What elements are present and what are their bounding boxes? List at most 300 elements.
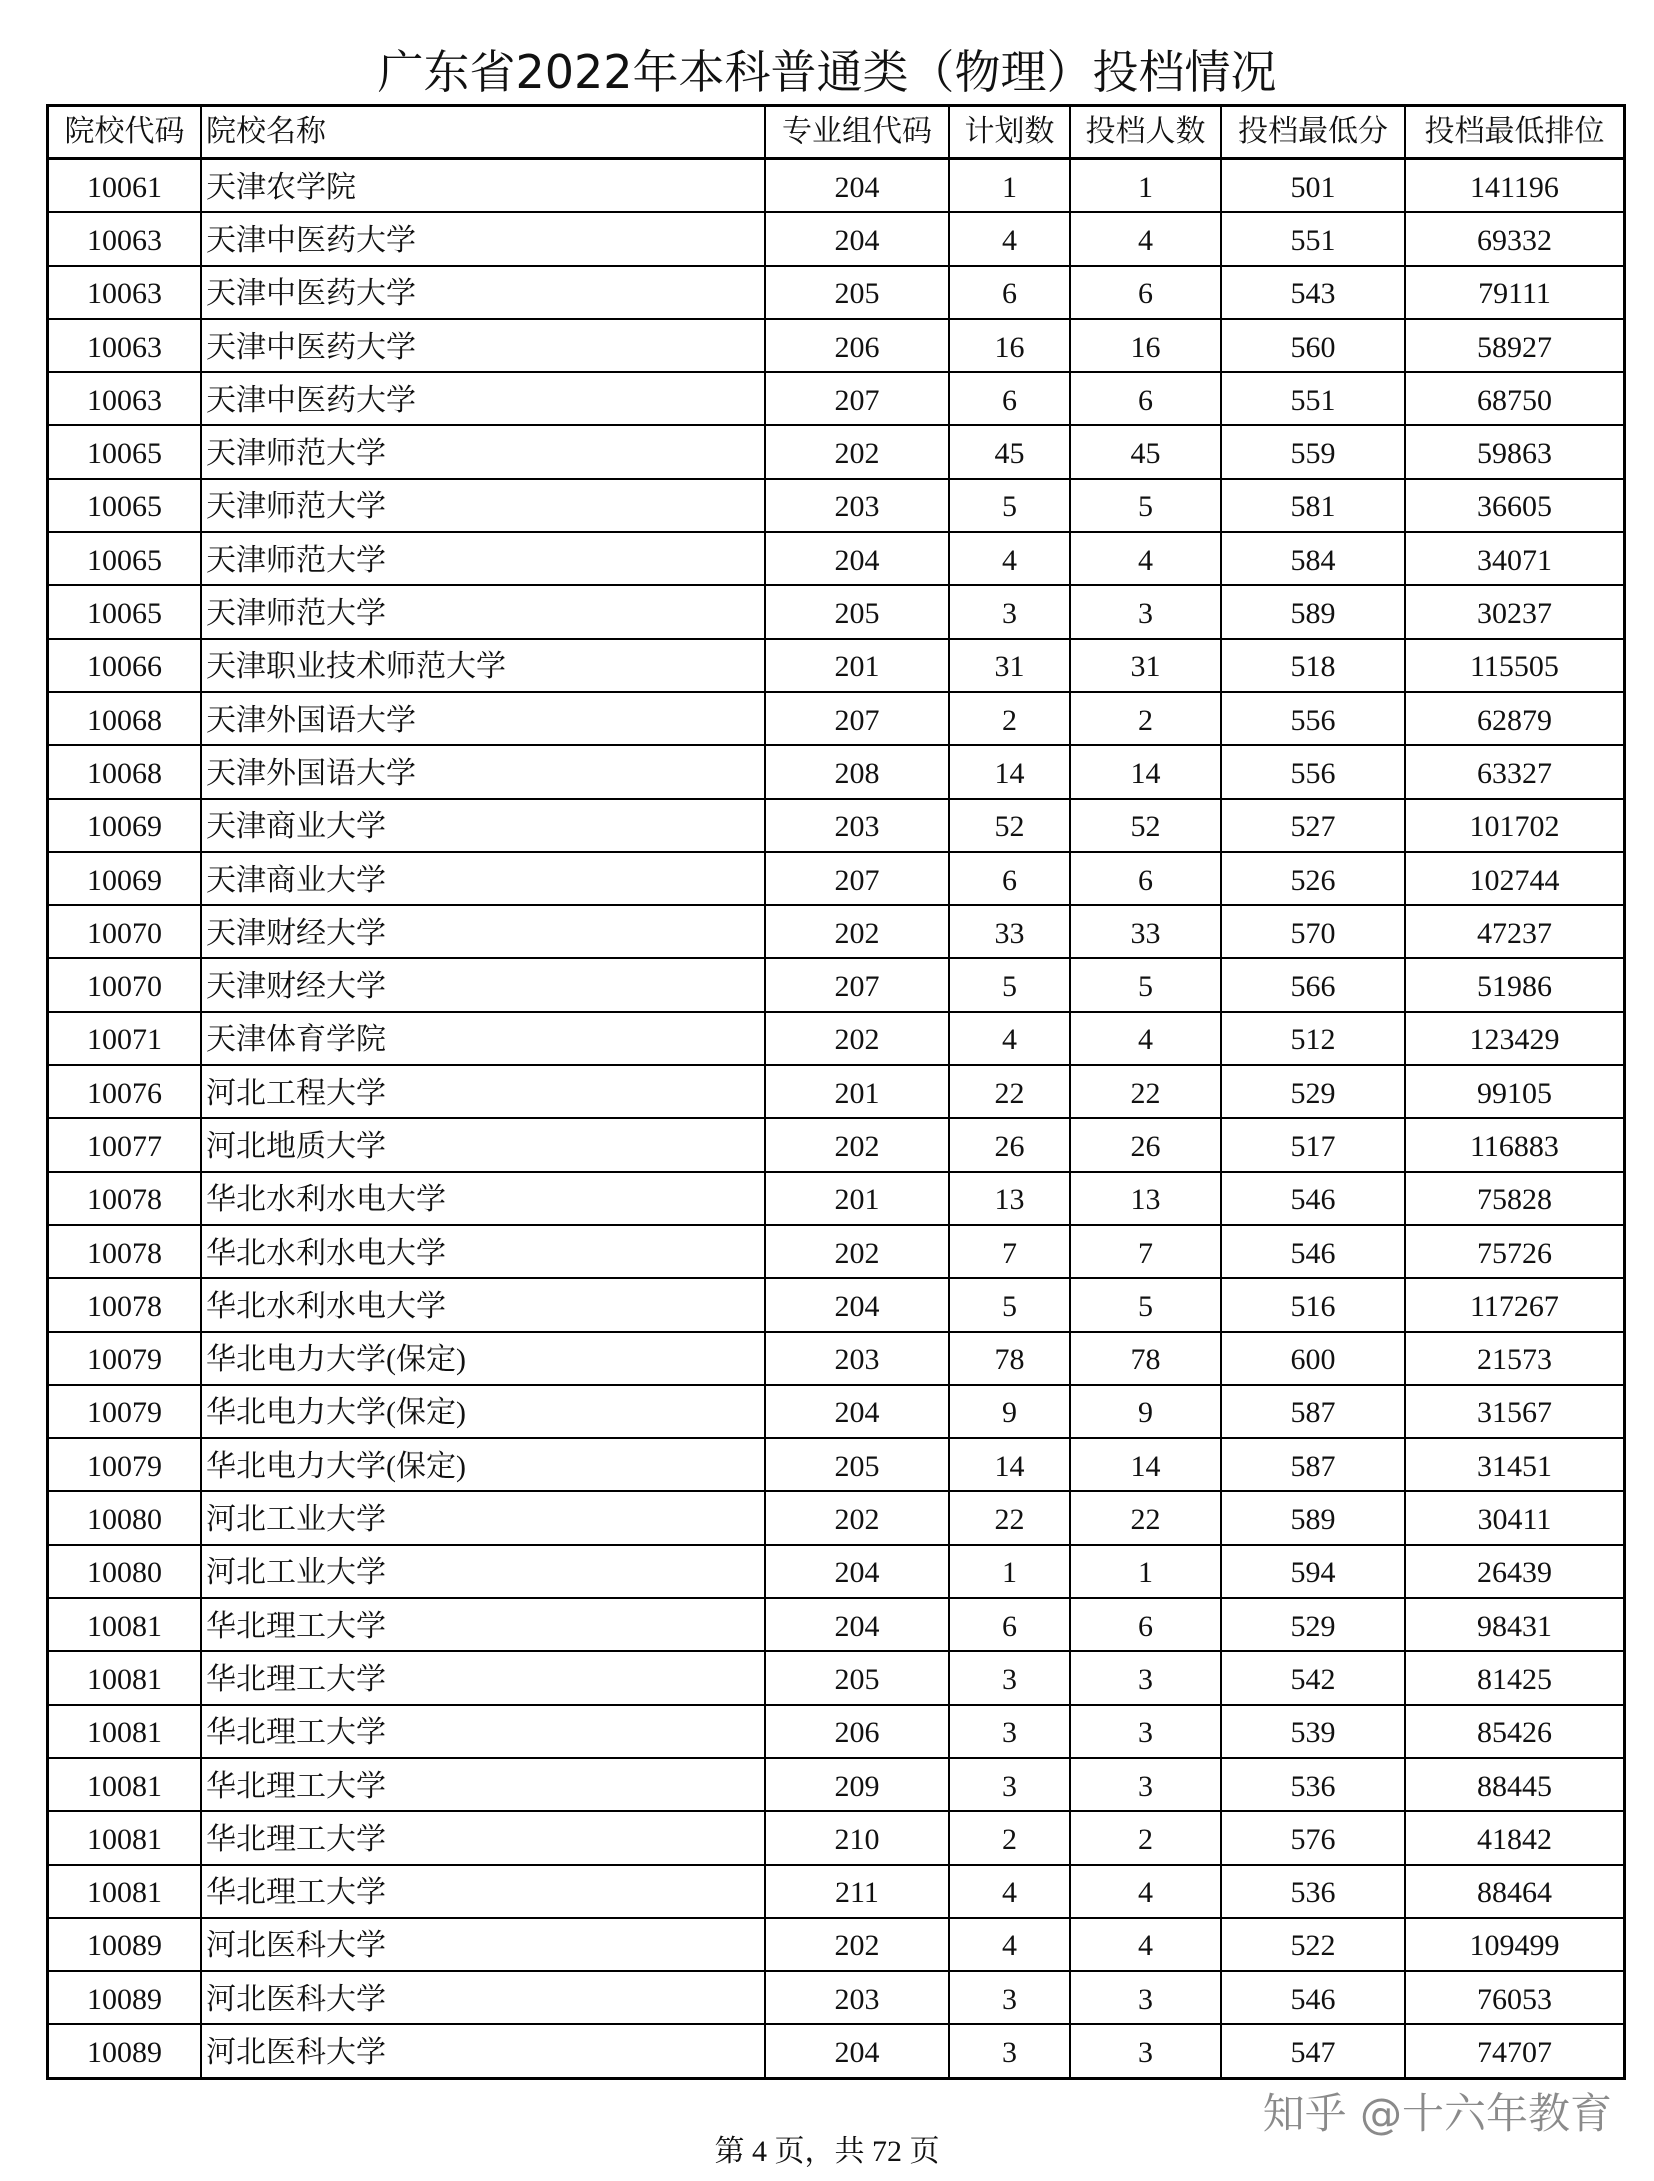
cell-admitted: 4 [1070,1918,1221,1971]
cell-plan: 5 [949,958,1070,1011]
cell-plan: 6 [949,266,1070,319]
cell-group: 205 [765,1651,949,1704]
table-row [48,425,1625,478]
cell-admitted: 5 [1070,1278,1221,1331]
cell-code: 10089 [48,1918,202,1971]
cell-min-rank: 123429 [1405,1012,1625,1065]
cell-admitted: 14 [1070,745,1221,798]
cell-name: 华北水利水电大学 [201,1225,765,1278]
cell-admitted: 14 [1070,1438,1221,1491]
cell-min-rank: 99105 [1405,1065,1625,1118]
table-row [48,799,1625,852]
cell-plan: 6 [949,852,1070,905]
cell-plan: 2 [949,1811,1070,1864]
cell-min-rank: 47237 [1405,905,1625,958]
cell-min-score: 517 [1221,1118,1405,1171]
cell-group: 202 [765,1118,949,1171]
cell-name: 天津中医药大学 [201,372,765,425]
cell-admitted: 1 [1070,1545,1221,1598]
cell-group: 210 [765,1811,949,1864]
cell-code: 10077 [48,1118,202,1171]
cell-admitted: 3 [1070,2024,1221,2078]
cell-code: 10081 [48,1811,202,1864]
cell-min-rank: 51986 [1405,958,1625,1011]
cell-plan: 3 [949,1758,1070,1811]
table-row [48,1278,1625,1331]
cell-code: 10065 [48,479,202,532]
cell-min-rank: 59863 [1405,425,1625,478]
table-row [48,1758,1625,1811]
cell-group: 201 [765,1172,949,1225]
cell-plan: 22 [949,1065,1070,1118]
cell-group: 207 [765,372,949,425]
cell-admitted: 6 [1070,266,1221,319]
table-row [48,372,1625,425]
cell-code: 10063 [48,212,202,265]
table-row [48,1651,1625,1704]
admission-table [46,104,1626,2080]
cell-group: 202 [765,1012,949,1065]
cell-name: 天津商业大学 [201,852,765,905]
cell-admitted: 4 [1070,1865,1221,1918]
cell-min-score: 581 [1221,479,1405,532]
cell-admitted: 7 [1070,1225,1221,1278]
cell-min-rank: 88464 [1405,1865,1625,1918]
cell-min-rank: 30237 [1405,585,1625,638]
table-row [48,1918,1625,1971]
cell-min-score: 584 [1221,532,1405,585]
cell-plan: 31 [949,639,1070,692]
cell-name: 河北地质大学 [201,1118,765,1171]
cell-min-rank: 79111 [1405,266,1625,319]
cell-plan: 6 [949,372,1070,425]
cell-min-score: 559 [1221,425,1405,478]
cell-code: 10063 [48,319,202,372]
cell-group: 202 [765,1491,949,1544]
cell-plan: 4 [949,532,1070,585]
cell-group: 204 [765,1278,949,1331]
cell-min-score: 522 [1221,1918,1405,1971]
column-header-plan: 计划数 [949,106,1070,159]
column-header-group: 专业组代码 [765,106,949,159]
cell-min-score: 551 [1221,212,1405,265]
cell-code: 10079 [48,1385,202,1438]
cell-code: 10081 [48,1651,202,1704]
table-row [48,1811,1625,1864]
cell-min-rank: 81425 [1405,1651,1625,1704]
cell-plan: 3 [949,585,1070,638]
cell-group: 203 [765,1332,949,1385]
cell-plan: 22 [949,1491,1070,1544]
cell-min-score: 589 [1221,585,1405,638]
cell-name: 华北电力大学(保定) [201,1332,765,1385]
cell-name: 天津师范大学 [201,585,765,638]
cell-group: 204 [765,159,949,213]
table-row [48,159,1625,213]
cell-group: 204 [765,212,949,265]
cell-min-rank: 58927 [1405,319,1625,372]
cell-group: 201 [765,639,949,692]
table-row [48,1012,1625,1065]
cell-min-rank: 21573 [1405,1332,1625,1385]
cell-min-rank: 31567 [1405,1385,1625,1438]
table-row [48,852,1625,905]
cell-group: 205 [765,1438,949,1491]
cell-name: 华北理工大学 [201,1705,765,1758]
cell-min-score: 529 [1221,1065,1405,1118]
cell-group: 211 [765,1865,949,1918]
cell-min-rank: 88445 [1405,1758,1625,1811]
cell-code: 10080 [48,1491,202,1544]
cell-min-score: 501 [1221,159,1405,213]
cell-group: 203 [765,479,949,532]
cell-code: 10065 [48,425,202,478]
cell-name: 河北工业大学 [201,1491,765,1544]
cell-min-score: 594 [1221,1545,1405,1598]
cell-plan: 3 [949,1971,1070,2024]
cell-plan: 2 [949,692,1070,745]
cell-admitted: 4 [1070,532,1221,585]
cell-name: 天津体育学院 [201,1012,765,1065]
cell-code: 10063 [48,372,202,425]
cell-code: 10065 [48,585,202,638]
cell-name: 河北工业大学 [201,1545,765,1598]
cell-min-score: 542 [1221,1651,1405,1704]
cell-min-rank: 102744 [1405,852,1625,905]
cell-plan: 4 [949,1865,1070,1918]
cell-group: 204 [765,532,949,585]
table-row [48,1065,1625,1118]
page-footer: 第 4 页，共 72 页 [714,2135,940,2168]
cell-min-score: 526 [1221,852,1405,905]
table-row [48,319,1625,372]
cell-min-rank: 141196 [1405,159,1625,213]
cell-group: 203 [765,1971,949,2024]
table-row [48,1438,1625,1491]
cell-min-rank: 63327 [1405,745,1625,798]
cell-name: 华北电力大学(保定) [201,1385,765,1438]
cell-code: 10089 [48,1971,202,2024]
cell-name: 天津外国语大学 [201,745,765,798]
cell-min-score: 566 [1221,958,1405,1011]
cell-min-score: 546 [1221,1172,1405,1225]
cell-admitted: 3 [1070,1705,1221,1758]
cell-admitted: 33 [1070,905,1221,958]
column-header-admitted: 投档人数 [1070,106,1221,159]
cell-code: 10079 [48,1332,202,1385]
table-row [48,692,1625,745]
table-row [48,2024,1625,2078]
cell-code: 10068 [48,692,202,745]
cell-code: 10076 [48,1065,202,1118]
cell-plan: 4 [949,1918,1070,1971]
cell-admitted: 6 [1070,1598,1221,1651]
table-row [48,1332,1625,1385]
column-header-code: 院校代码 [48,106,202,159]
cell-min-rank: 116883 [1405,1118,1625,1171]
cell-group: 202 [765,905,949,958]
cell-group: 201 [765,1065,949,1118]
table-row [48,1545,1625,1598]
cell-name: 河北医科大学 [201,2024,765,2078]
cell-admitted: 22 [1070,1491,1221,1544]
cell-plan: 33 [949,905,1070,958]
cell-code: 10081 [48,1705,202,1758]
cell-plan: 4 [949,1012,1070,1065]
cell-min-score: 543 [1221,266,1405,319]
cell-group: 204 [765,1598,949,1651]
cell-min-score: 512 [1221,1012,1405,1065]
cell-code: 10063 [48,266,202,319]
cell-min-rank: 115505 [1405,639,1625,692]
cell-code: 10081 [48,1758,202,1811]
cell-min-score: 546 [1221,1971,1405,2024]
cell-min-score: 556 [1221,745,1405,798]
cell-code: 10079 [48,1438,202,1491]
cell-name: 天津师范大学 [201,425,765,478]
cell-code: 10081 [48,1865,202,1918]
cell-min-rank: 26439 [1405,1545,1625,1598]
cell-min-score: 518 [1221,639,1405,692]
cell-plan: 3 [949,1651,1070,1704]
table-row [48,266,1625,319]
cell-name: 华北理工大学 [201,1651,765,1704]
column-header-min-rank: 投档最低排位 [1405,106,1625,159]
table-body [48,159,1625,2079]
table-row [48,585,1625,638]
cell-plan: 9 [949,1385,1070,1438]
cell-plan: 78 [949,1332,1070,1385]
table-row [48,479,1625,532]
cell-code: 10070 [48,958,202,1011]
cell-group: 202 [765,425,949,478]
cell-min-score: 536 [1221,1758,1405,1811]
cell-plan: 5 [949,479,1070,532]
cell-min-rank: 117267 [1405,1278,1625,1331]
cell-plan: 16 [949,319,1070,372]
cell-min-score: 570 [1221,905,1405,958]
cell-admitted: 52 [1070,799,1221,852]
cell-group: 206 [765,319,949,372]
cell-code: 10069 [48,852,202,905]
cell-group: 202 [765,1918,949,1971]
cell-admitted: 45 [1070,425,1221,478]
column-header-min-score: 投档最低分 [1221,106,1405,159]
cell-min-score: 527 [1221,799,1405,852]
table-row [48,212,1625,265]
cell-name: 天津师范大学 [201,532,765,585]
table-row [48,958,1625,1011]
cell-plan: 45 [949,425,1070,478]
cell-name: 天津中医药大学 [201,319,765,372]
cell-min-score: 587 [1221,1438,1405,1491]
cell-plan: 1 [949,159,1070,213]
cell-group: 209 [765,1758,949,1811]
cell-name: 天津财经大学 [201,905,765,958]
cell-name: 华北理工大学 [201,1811,765,1864]
cell-code: 10078 [48,1225,202,1278]
cell-min-score: 589 [1221,1491,1405,1544]
cell-min-score: 587 [1221,1385,1405,1438]
cell-min-score: 576 [1221,1811,1405,1864]
cell-plan: 3 [949,2024,1070,2078]
cell-name: 河北医科大学 [201,1971,765,2024]
cell-min-score: 539 [1221,1705,1405,1758]
cell-min-rank: 101702 [1405,799,1625,852]
cell-admitted: 3 [1070,585,1221,638]
table-row [48,1385,1625,1438]
cell-min-rank: 68750 [1405,372,1625,425]
cell-plan: 6 [949,1598,1070,1651]
cell-min-score: 547 [1221,2024,1405,2078]
cell-min-rank: 75828 [1405,1172,1625,1225]
cell-code: 10080 [48,1545,202,1598]
cell-min-rank: 109499 [1405,1918,1625,1971]
cell-name: 天津中医药大学 [201,212,765,265]
cell-min-score: 516 [1221,1278,1405,1331]
cell-admitted: 13 [1070,1172,1221,1225]
cell-min-score: 600 [1221,1332,1405,1385]
cell-min-rank: 30411 [1405,1491,1625,1544]
table-row [48,1865,1625,1918]
table-row [48,639,1625,692]
cell-code: 10071 [48,1012,202,1065]
cell-admitted: 3 [1070,1651,1221,1704]
cell-admitted: 4 [1070,1012,1221,1065]
cell-group: 204 [765,1385,949,1438]
cell-admitted: 26 [1070,1118,1221,1171]
table-row [48,1118,1625,1171]
cell-admitted: 2 [1070,692,1221,745]
cell-plan: 13 [949,1172,1070,1225]
cell-code: 10078 [48,1172,202,1225]
cell-min-rank: 36605 [1405,479,1625,532]
cell-code: 10066 [48,639,202,692]
cell-name: 华北电力大学(保定) [201,1438,765,1491]
table-row [48,905,1625,958]
cell-group: 203 [765,799,949,852]
table-header-row [48,106,1625,159]
cell-min-rank: 75726 [1405,1225,1625,1278]
cell-name: 华北水利水电大学 [201,1172,765,1225]
cell-admitted: 6 [1070,372,1221,425]
cell-min-rank: 62879 [1405,692,1625,745]
cell-min-score: 556 [1221,692,1405,745]
table-row [48,1225,1625,1278]
cell-admitted: 3 [1070,1758,1221,1811]
cell-min-score: 546 [1221,1225,1405,1278]
cell-group: 202 [765,1225,949,1278]
cell-plan: 4 [949,212,1070,265]
cell-min-rank: 31451 [1405,1438,1625,1491]
cell-plan: 3 [949,1705,1070,1758]
cell-code: 10089 [48,2024,202,2078]
cell-admitted: 16 [1070,319,1221,372]
cell-group: 207 [765,958,949,1011]
cell-min-score: 560 [1221,319,1405,372]
cell-group: 208 [765,745,949,798]
cell-admitted: 3 [1070,1971,1221,2024]
table-row [48,745,1625,798]
cell-admitted: 5 [1070,958,1221,1011]
cell-code: 10065 [48,532,202,585]
cell-name: 天津外国语大学 [201,692,765,745]
cell-admitted: 4 [1070,212,1221,265]
cell-name: 天津中医药大学 [201,266,765,319]
cell-group: 205 [765,585,949,638]
cell-name: 华北理工大学 [201,1865,765,1918]
cell-code: 10078 [48,1278,202,1331]
cell-admitted: 9 [1070,1385,1221,1438]
page-title: 广东省2022年本科普通类（物理）投档情况 [377,45,1277,99]
cell-min-score: 529 [1221,1598,1405,1651]
cell-name: 天津商业大学 [201,799,765,852]
cell-group: 207 [765,852,949,905]
table-row [48,1971,1625,2024]
cell-code: 10081 [48,1598,202,1651]
cell-group: 204 [765,1545,949,1598]
cell-code: 10061 [48,159,202,213]
cell-plan: 7 [949,1225,1070,1278]
table-row [48,1172,1625,1225]
watermark: 知乎 @十六年教育 [1262,2089,1612,2138]
cell-group: 207 [765,692,949,745]
cell-min-score: 551 [1221,372,1405,425]
cell-min-rank: 41842 [1405,1811,1625,1864]
cell-group: 204 [765,2024,949,2078]
cell-name: 天津师范大学 [201,479,765,532]
table-row [48,532,1625,585]
column-header-name: 院校名称 [201,106,765,159]
cell-name: 华北水利水电大学 [201,1278,765,1331]
cell-plan: 14 [949,1438,1070,1491]
cell-admitted: 6 [1070,852,1221,905]
cell-min-rank: 69332 [1405,212,1625,265]
cell-admitted: 2 [1070,1811,1221,1864]
table-row [48,1705,1625,1758]
cell-plan: 14 [949,745,1070,798]
cell-name: 华北理工大学 [201,1758,765,1811]
cell-min-rank: 34071 [1405,532,1625,585]
cell-min-rank: 85426 [1405,1705,1625,1758]
cell-name: 天津职业技术师范大学 [201,639,765,692]
cell-name: 河北工程大学 [201,1065,765,1118]
cell-plan: 1 [949,1545,1070,1598]
cell-admitted: 1 [1070,159,1221,213]
cell-plan: 26 [949,1118,1070,1171]
cell-plan: 5 [949,1278,1070,1331]
cell-group: 206 [765,1705,949,1758]
cell-admitted: 22 [1070,1065,1221,1118]
cell-min-score: 536 [1221,1865,1405,1918]
table-row [48,1598,1625,1651]
cell-admitted: 31 [1070,639,1221,692]
cell-min-rank: 76053 [1405,1971,1625,2024]
cell-min-rank: 74707 [1405,2024,1625,2078]
cell-code: 10069 [48,799,202,852]
table-row [48,1491,1625,1544]
cell-group: 205 [765,266,949,319]
cell-code: 10070 [48,905,202,958]
cell-min-rank: 98431 [1405,1598,1625,1651]
cell-admitted: 78 [1070,1332,1221,1385]
cell-name: 天津财经大学 [201,958,765,1011]
cell-name: 华北理工大学 [201,1598,765,1651]
cell-name: 河北医科大学 [201,1918,765,1971]
cell-plan: 52 [949,799,1070,852]
cell-admitted: 5 [1070,479,1221,532]
cell-code: 10068 [48,745,202,798]
